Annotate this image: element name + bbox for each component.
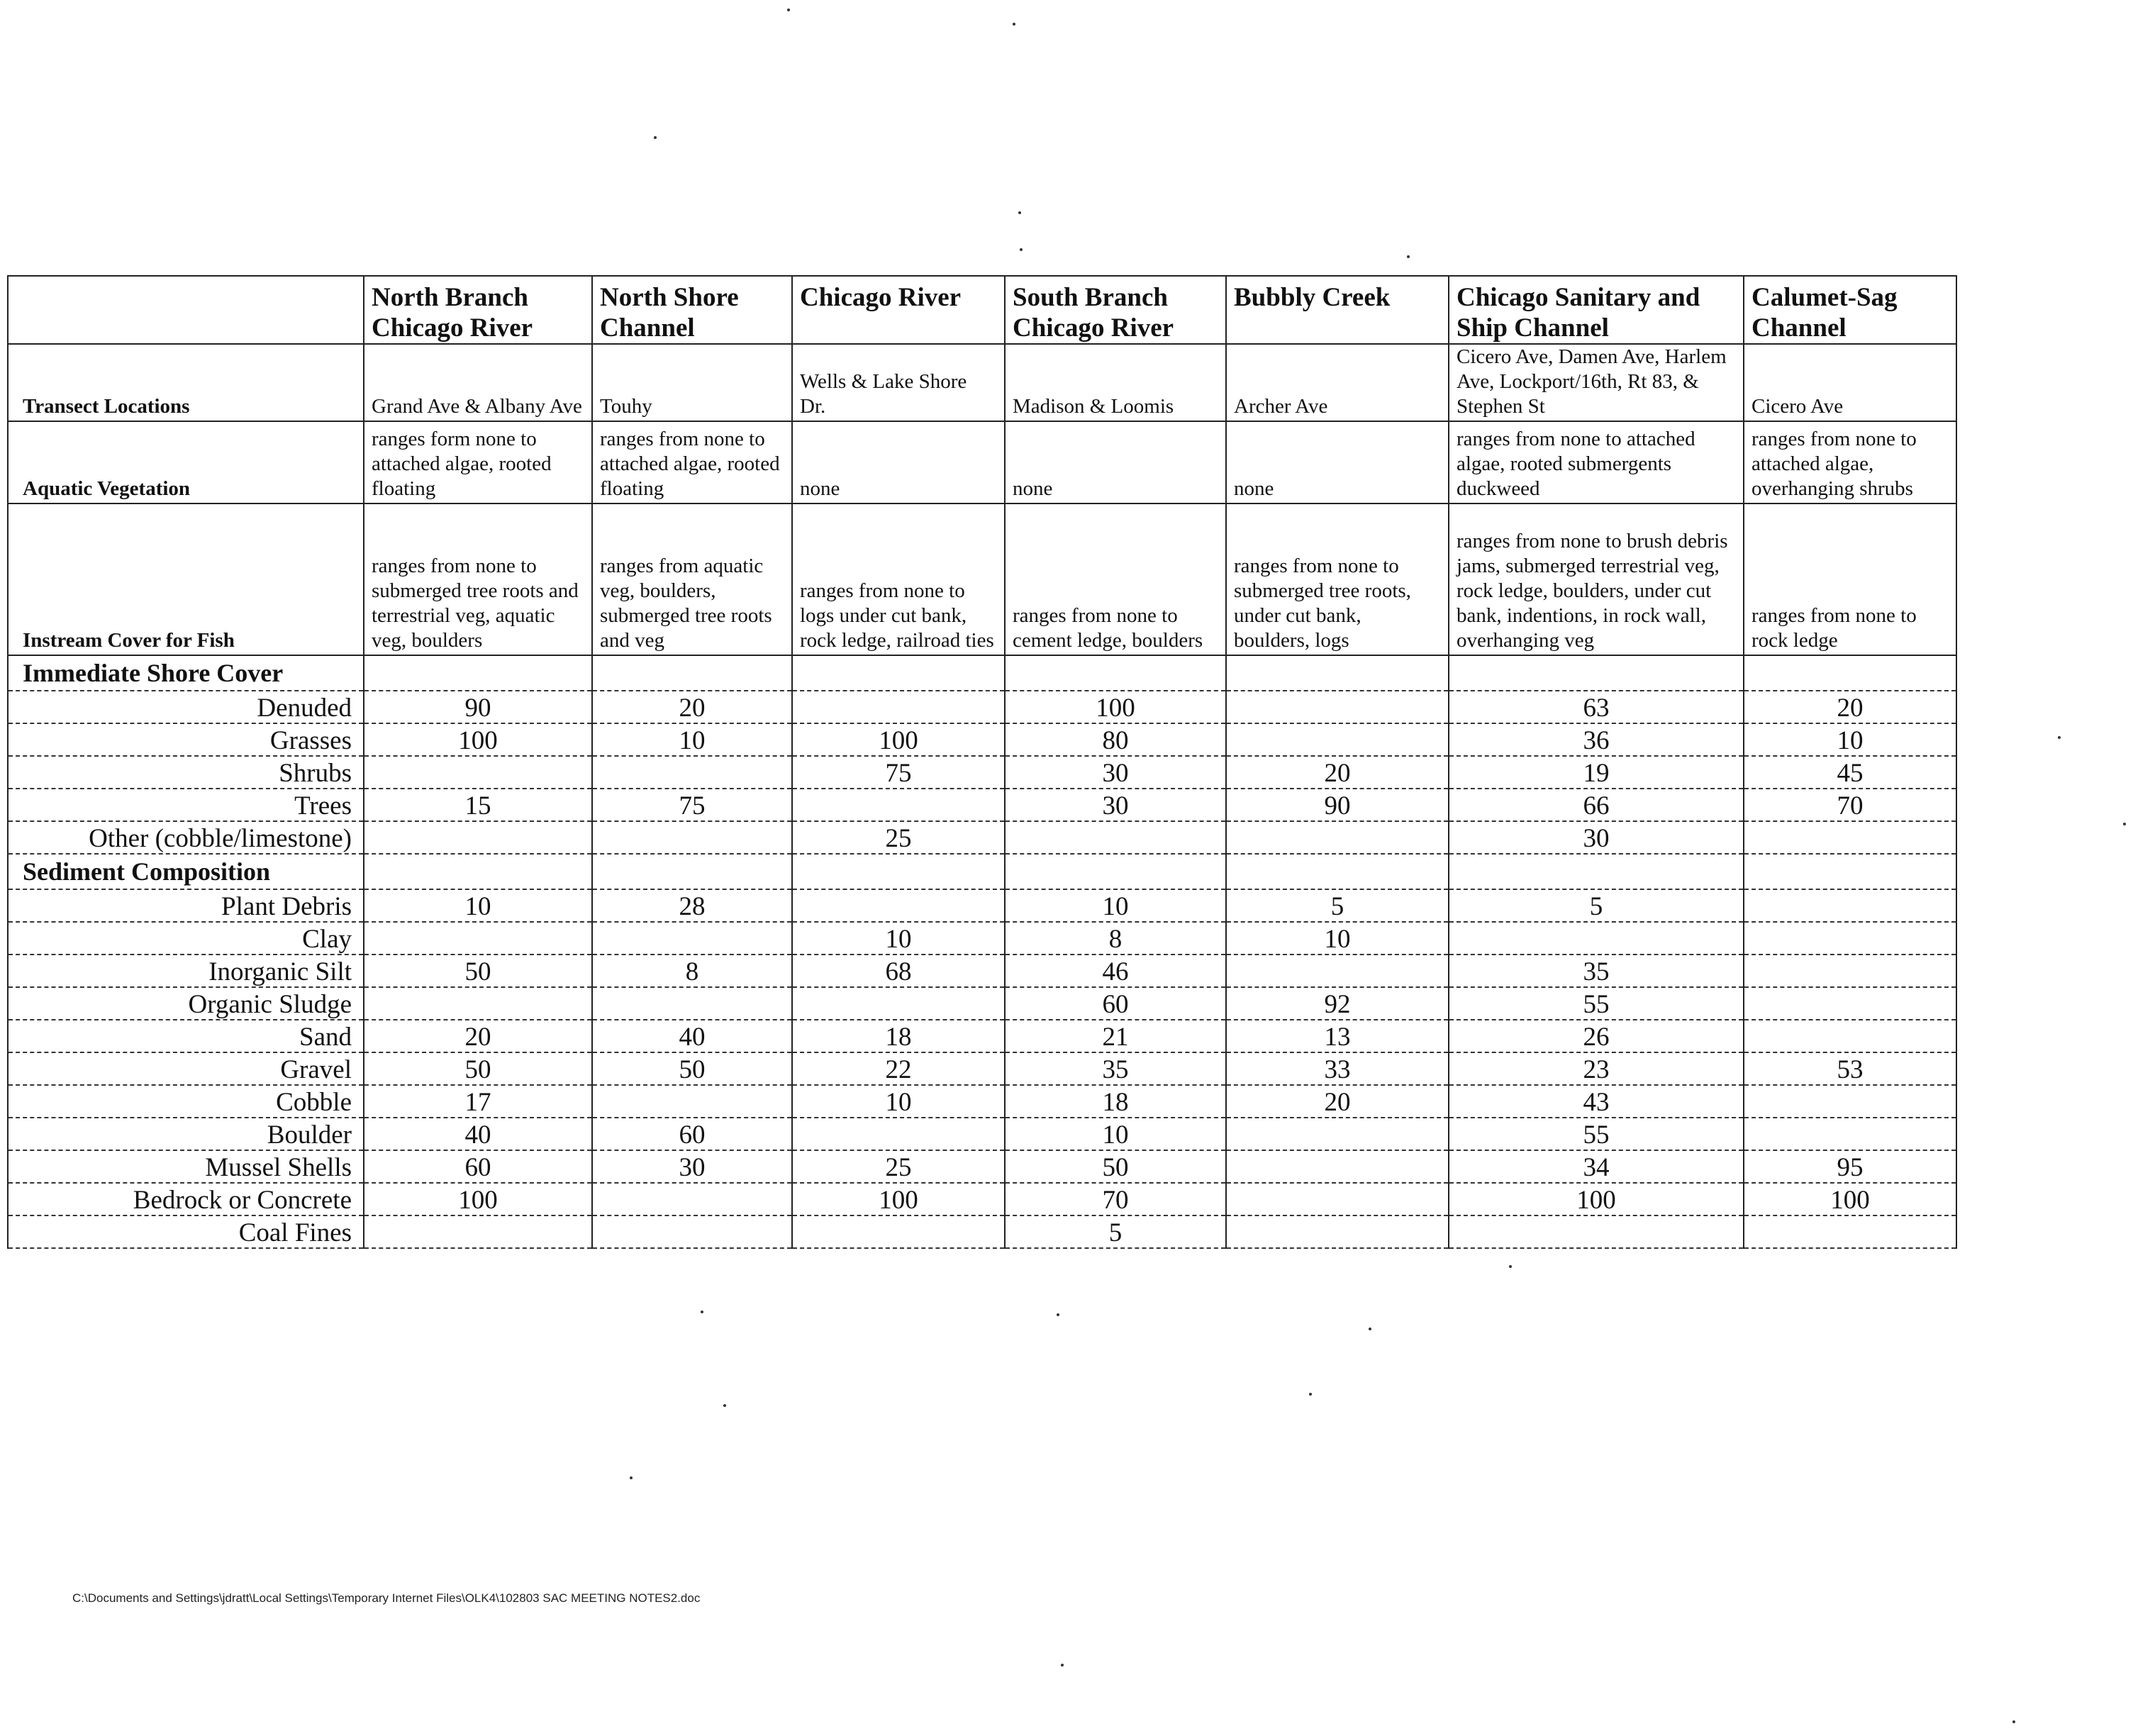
value-cell: 10 <box>1226 922 1449 955</box>
file-path-footer: C:\Documents and Settings\jdratt\Local Settings\Temporary Internet Files\OLK4\102803 SAC MEETING NOTES2.doc <box>72 1591 701 1605</box>
row-label: Gravel <box>8 1052 364 1085</box>
empty-cell <box>792 854 1005 889</box>
table-row <box>8 889 1956 922</box>
table-cell: Touhy <box>592 344 792 421</box>
table-row <box>8 1020 1956 1052</box>
scan-speck <box>630 1476 633 1479</box>
transect-locations-row <box>8 344 1956 421</box>
table-cell: Madison & Loomis <box>1005 344 1226 421</box>
table-row <box>8 922 1956 955</box>
value-cell <box>592 1183 792 1215</box>
header-row <box>8 276 1956 344</box>
scan-speck <box>1369 1328 1371 1330</box>
row-label: Bedrock or Concrete <box>8 1183 364 1215</box>
value-cell: 30 <box>592 1150 792 1183</box>
value-cell <box>1744 1118 1956 1150</box>
table-row <box>8 821 1956 854</box>
empty-cell <box>1226 854 1449 889</box>
value-cell: 60 <box>364 1150 592 1183</box>
value-cell: 75 <box>792 756 1005 789</box>
sediment-rows <box>8 889 1956 1248</box>
empty-cell <box>592 854 792 889</box>
value-cell <box>1744 955 1956 987</box>
scan-speck <box>723 1404 726 1407</box>
table-row <box>8 1052 1956 1085</box>
table-cell: ranges from none to cement ledge, boulders <box>1005 503 1226 655</box>
column-header: Bubbly Creek <box>1226 276 1449 344</box>
value-cell: 34 <box>1449 1150 1744 1183</box>
table-row <box>8 1150 1956 1183</box>
value-cell: 18 <box>1005 1085 1226 1118</box>
value-cell: 19 <box>1449 756 1744 789</box>
row-label: Boulder <box>8 1118 364 1150</box>
value-cell: 10 <box>792 922 1005 955</box>
row-label: Trees <box>8 789 364 821</box>
value-cell: 63 <box>1449 691 1744 723</box>
value-cell: 23 <box>1449 1052 1744 1085</box>
table-row <box>8 789 1956 821</box>
scan-speck <box>2058 736 2061 739</box>
table-cell: none <box>1226 421 1449 503</box>
value-cell: 22 <box>792 1052 1005 1085</box>
value-cell: 68 <box>792 955 1005 987</box>
value-cell: 75 <box>592 789 792 821</box>
habitat-table <box>7 275 1957 1249</box>
value-cell: 10 <box>1005 889 1226 922</box>
value-cell: 5 <box>1005 1215 1226 1248</box>
value-cell: 55 <box>1449 1118 1744 1150</box>
value-cell: 20 <box>1226 1085 1449 1118</box>
table-cell: ranges from none to submerged tree roots, under cut bank, boulders, logs <box>1226 503 1449 655</box>
value-cell <box>1226 821 1449 854</box>
value-cell: 10 <box>1005 1118 1226 1150</box>
table-cell: none <box>792 421 1005 503</box>
table-cell: Wells & Lake Shore Dr. <box>792 344 1005 421</box>
shore-cover-rows <box>8 691 1956 854</box>
value-cell: 50 <box>364 955 592 987</box>
value-cell: 21 <box>1005 1020 1226 1052</box>
empty-cell <box>1449 854 1744 889</box>
scan-speck <box>654 136 657 139</box>
value-cell <box>1744 1020 1956 1052</box>
value-cell <box>792 1215 1005 1248</box>
scan-speck <box>1309 1393 1312 1396</box>
scan-speck <box>2012 1720 2015 1723</box>
value-cell: 30 <box>1005 789 1226 821</box>
sediment-section-row <box>8 854 1956 889</box>
value-cell <box>792 1118 1005 1150</box>
value-cell: 33 <box>1226 1052 1449 1085</box>
instream-cover-row <box>8 503 1956 655</box>
value-cell: 15 <box>364 789 592 821</box>
value-cell: 80 <box>1005 723 1226 756</box>
value-cell: 35 <box>1005 1052 1226 1085</box>
value-cell: 28 <box>592 889 792 922</box>
value-cell <box>1744 987 1956 1020</box>
row-label: Sand <box>8 1020 364 1052</box>
table-row <box>8 1118 1956 1150</box>
empty-cell <box>1449 655 1744 691</box>
row-label: Shrubs <box>8 756 364 789</box>
value-cell <box>1226 955 1449 987</box>
value-cell: 50 <box>364 1052 592 1085</box>
value-cell: 43 <box>1449 1085 1744 1118</box>
value-cell: 100 <box>364 723 592 756</box>
value-cell: 20 <box>1744 691 1956 723</box>
value-cell: 100 <box>792 1183 1005 1215</box>
row-label: Coal Fines <box>8 1215 364 1248</box>
table-cell: ranges from none to submerged tree roots and terrestrial veg, aquatic veg, boulders <box>364 503 592 655</box>
shore-cover-section-row <box>8 655 1956 691</box>
table-cell: ranges form none to attached algae, rooted floating <box>364 421 592 503</box>
value-cell <box>1744 1215 1956 1248</box>
column-header: Chicago River <box>792 276 1005 344</box>
column-header: South Branch Chicago River <box>1005 276 1226 344</box>
value-cell: 26 <box>1449 1020 1744 1052</box>
value-cell <box>1449 1215 1744 1248</box>
scan-speck <box>787 9 790 11</box>
value-cell <box>792 691 1005 723</box>
value-cell <box>1744 889 1956 922</box>
value-cell: 20 <box>592 691 792 723</box>
value-cell <box>1744 922 1956 955</box>
value-cell: 30 <box>1449 821 1744 854</box>
row-label: Mussel Shells <box>8 1150 364 1183</box>
value-cell <box>792 789 1005 821</box>
value-cell <box>1226 1183 1449 1215</box>
value-cell <box>592 922 792 955</box>
value-cell: 40 <box>592 1020 792 1052</box>
value-cell: 53 <box>1744 1052 1956 1085</box>
value-cell: 100 <box>1449 1183 1744 1215</box>
value-cell: 60 <box>592 1118 792 1150</box>
value-cell: 100 <box>1744 1183 1956 1215</box>
table-cell: ranges from none to attached algae, overhanging shrubs <box>1744 421 1956 503</box>
table-cell: Cicero Ave <box>1744 344 1956 421</box>
value-cell <box>1449 922 1744 955</box>
scan-speck <box>1057 1313 1059 1316</box>
value-cell: 20 <box>364 1020 592 1052</box>
table-row <box>8 756 1956 789</box>
value-cell: 30 <box>1005 756 1226 789</box>
table-row <box>8 987 1956 1020</box>
value-cell: 40 <box>364 1118 592 1150</box>
value-cell: 25 <box>792 821 1005 854</box>
scan-speck <box>2123 823 2126 825</box>
value-cell <box>1226 723 1449 756</box>
value-cell: 20 <box>1226 756 1449 789</box>
empty-cell <box>1744 655 1956 691</box>
row-label: Clay <box>8 922 364 955</box>
value-cell: 35 <box>1449 955 1744 987</box>
scan-speck <box>1509 1265 1512 1268</box>
table-row <box>8 1085 1956 1118</box>
table-cell: ranges from none to attached algae, rooted submergents duckweed <box>1449 421 1744 503</box>
value-cell <box>1005 821 1226 854</box>
value-cell: 45 <box>1744 756 1956 789</box>
table-cell: Grand Ave & Albany Ave <box>364 344 592 421</box>
table-cell: ranges from none to logs under cut bank, rock ledge, railroad ties <box>792 503 1005 655</box>
scan-speck <box>1013 23 1015 26</box>
table-cell: Cicero Ave, Damen Ave, Harlem Ave, Lockport/16th, Rt 83, & Stephen St <box>1449 344 1744 421</box>
value-cell <box>1226 1118 1449 1150</box>
value-cell: 92 <box>1226 987 1449 1020</box>
table-row <box>8 723 1956 756</box>
row-label: Denuded <box>8 691 364 723</box>
value-cell <box>364 821 592 854</box>
value-cell: 70 <box>1005 1183 1226 1215</box>
column-header: North Shore Channel <box>592 276 792 344</box>
row-label: Instream Cover for Fish <box>8 503 364 655</box>
row-label: Other (cobble/limestone) <box>8 821 364 854</box>
table-cell: ranges from none to rock ledge <box>1744 503 1956 655</box>
value-cell: 18 <box>792 1020 1005 1052</box>
section-title: Sediment Composition <box>8 854 364 889</box>
value-cell <box>1226 1215 1449 1248</box>
value-cell <box>592 756 792 789</box>
value-cell: 46 <box>1005 955 1226 987</box>
value-cell: 100 <box>792 723 1005 756</box>
table-row <box>8 1183 1956 1215</box>
column-header: North Branch Chicago River <box>364 276 592 344</box>
value-cell <box>1226 691 1449 723</box>
value-cell <box>792 987 1005 1020</box>
value-cell <box>1744 1085 1956 1118</box>
value-cell: 36 <box>1449 723 1744 756</box>
scan-speck <box>1061 1664 1064 1667</box>
table-cell: none <box>1005 421 1226 503</box>
scan-speck <box>701 1311 703 1313</box>
value-cell: 55 <box>1449 987 1744 1020</box>
value-cell: 10 <box>364 889 592 922</box>
value-cell: 50 <box>1005 1150 1226 1183</box>
value-cell: 90 <box>364 691 592 723</box>
corner-cell <box>8 276 364 344</box>
column-header: Chicago Sanitary and Ship Channel <box>1449 276 1744 344</box>
scan-speck <box>1407 255 1410 258</box>
value-cell <box>592 1215 792 1248</box>
value-cell <box>364 756 592 789</box>
table-row <box>8 955 1956 987</box>
empty-cell <box>364 655 592 691</box>
value-cell: 60 <box>1005 987 1226 1020</box>
empty-cell <box>1744 854 1956 889</box>
row-label: Organic Sludge <box>8 987 364 1020</box>
empty-cell <box>792 655 1005 691</box>
value-cell <box>592 1085 792 1118</box>
value-cell: 8 <box>1005 922 1226 955</box>
value-cell <box>364 922 592 955</box>
scan-speck <box>1018 211 1021 214</box>
table-cell: ranges from none to brush debris jams, submerged terrestrial veg, rock ledge, boulders, under cut bank, indentions, in rock wall, overhanging veg <box>1449 503 1744 655</box>
value-cell <box>364 987 592 1020</box>
section-title: Immediate Shore Cover <box>8 655 364 691</box>
value-cell: 25 <box>792 1150 1005 1183</box>
column-header: Calumet-Sag Channel <box>1744 276 1956 344</box>
empty-cell <box>1226 655 1449 691</box>
value-cell: 5 <box>1449 889 1744 922</box>
value-cell: 100 <box>364 1183 592 1215</box>
empty-cell <box>364 854 592 889</box>
table-row <box>8 691 1956 723</box>
value-cell <box>592 987 792 1020</box>
aquatic-vegetation-row <box>8 421 1956 503</box>
empty-cell <box>1005 854 1226 889</box>
empty-cell <box>592 655 792 691</box>
value-cell <box>592 821 792 854</box>
row-label: Grasses <box>8 723 364 756</box>
value-cell: 17 <box>364 1085 592 1118</box>
scan-speck <box>1020 248 1023 251</box>
table-cell: ranges from aquatic veg, boulders, submerged tree roots and veg <box>592 503 792 655</box>
value-cell: 10 <box>792 1085 1005 1118</box>
empty-cell <box>1005 655 1226 691</box>
value-cell: 70 <box>1744 789 1956 821</box>
value-cell: 10 <box>592 723 792 756</box>
value-cell: 66 <box>1449 789 1744 821</box>
row-label: Inorganic Silt <box>8 955 364 987</box>
row-label: Plant Debris <box>8 889 364 922</box>
value-cell <box>1226 1150 1449 1183</box>
value-cell: 50 <box>592 1052 792 1085</box>
value-cell: 13 <box>1226 1020 1449 1052</box>
table-cell: Archer Ave <box>1226 344 1449 421</box>
table-row <box>8 1215 1956 1248</box>
value-cell: 5 <box>1226 889 1449 922</box>
table-cell: ranges from none to attached algae, rooted floating <box>592 421 792 503</box>
value-cell <box>792 889 1005 922</box>
value-cell <box>1744 821 1956 854</box>
value-cell <box>364 1215 592 1248</box>
row-label: Aquatic Vegetation <box>8 421 364 503</box>
value-cell: 95 <box>1744 1150 1956 1183</box>
value-cell: 8 <box>592 955 792 987</box>
row-label: Transect Locations <box>8 344 364 421</box>
row-label: Cobble <box>8 1085 364 1118</box>
value-cell: 10 <box>1744 723 1956 756</box>
value-cell: 90 <box>1226 789 1449 821</box>
value-cell: 100 <box>1005 691 1226 723</box>
